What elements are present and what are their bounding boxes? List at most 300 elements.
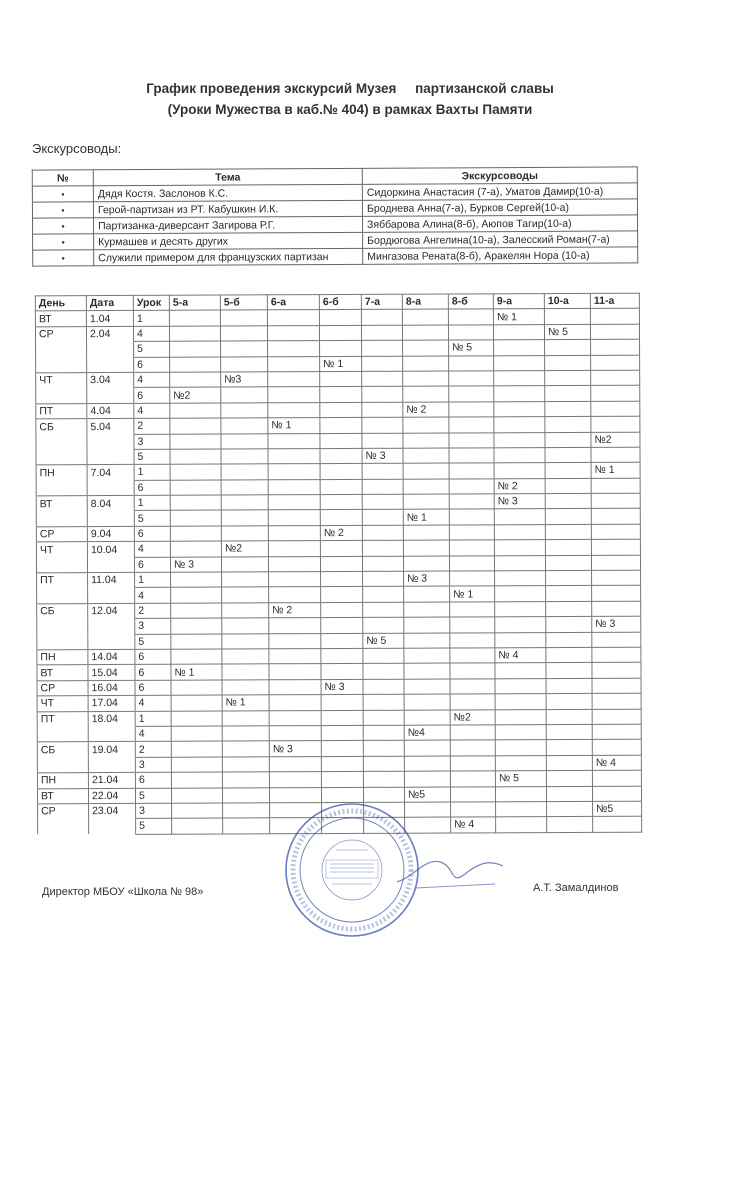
schedule-cell: № 3 — [404, 571, 450, 587]
schedule-cell — [269, 664, 321, 680]
topic-title: Служили примером для французских партизан — [94, 248, 363, 265]
schedule-cell — [269, 726, 321, 742]
schedule-cell — [221, 495, 268, 511]
schedule-lesson: 1 — [135, 572, 171, 588]
schedule-cell: № 1 — [268, 418, 320, 434]
schedule-date: 15.04 — [88, 665, 135, 681]
schedule-cell — [450, 786, 495, 802]
schedule-body — [35, 309, 641, 835]
schedule-cell — [362, 417, 403, 433]
schedule-date: 23.04 — [89, 803, 136, 819]
schedule-lesson: 3 — [135, 618, 171, 634]
schedule-cell — [403, 463, 449, 479]
schedule-cell: № 1 — [450, 586, 495, 602]
schedule-date — [87, 434, 134, 450]
schedule-cell — [546, 709, 592, 725]
schedule-cell: № 3 — [170, 557, 221, 573]
schedule-cell — [269, 679, 321, 695]
schedule-cell — [403, 417, 449, 433]
schedule-cell: № 2 — [403, 402, 449, 418]
schedule-date: 1.04 — [86, 311, 133, 327]
schedule-cell — [494, 555, 545, 571]
schedule-day — [36, 480, 87, 496]
schedule-date: 18.04 — [88, 711, 135, 727]
topic-row — [33, 247, 638, 266]
schedule-cell — [320, 494, 362, 510]
schedule-day: ЧТ — [36, 373, 87, 389]
schedule-date — [87, 342, 134, 358]
schedule-cell — [449, 479, 494, 495]
schedule-cell — [169, 310, 220, 326]
schedule-cell — [221, 510, 268, 526]
schedule-cell — [170, 357, 221, 373]
schedule-cell — [591, 555, 640, 571]
topic-guides: Броднева Анна(7-а), Бурков Сергей(10-а) — [362, 199, 637, 216]
schedule-cell — [171, 649, 222, 665]
schedule-lesson: 1 — [135, 711, 171, 727]
schedule-cell — [222, 664, 269, 680]
schedule-date: 10.04 — [87, 542, 134, 558]
schedule-cell — [495, 740, 546, 756]
schedule-date: 8.04 — [87, 495, 134, 511]
schedule-cell — [402, 325, 448, 341]
schedule-day: ЧТ — [37, 696, 88, 712]
schedule-day — [37, 588, 88, 604]
schedule-day — [36, 388, 87, 404]
schedule-cell — [220, 326, 267, 342]
schedule-cell: № 2 — [269, 602, 321, 618]
schedule-header-cell: 5-а — [169, 295, 220, 311]
topic-bullet: • — [33, 218, 94, 234]
schedule-cell — [320, 418, 362, 434]
schedule-cell — [592, 647, 641, 663]
schedule-cell — [545, 509, 591, 525]
schedule-cell — [450, 740, 495, 756]
schedule-day: ПТ — [36, 403, 87, 419]
schedule-header-cell: 10-а — [544, 293, 590, 309]
schedule-cell — [320, 371, 362, 387]
schedule-cell — [546, 786, 592, 802]
schedule-cell — [362, 510, 403, 526]
schedule-lesson: 5 — [134, 511, 170, 527]
topic-guides: Бордюгова Ангелина(10-а), Залесский Роман(7-а) — [363, 231, 638, 248]
schedule-cell — [269, 772, 321, 788]
schedule-day — [36, 450, 87, 466]
schedule-cell — [495, 571, 546, 587]
schedule-cell — [363, 602, 404, 618]
schedule-cell — [494, 524, 545, 540]
schedule-cell — [170, 464, 221, 480]
schedule-cell — [450, 602, 495, 618]
schedule-cell — [363, 587, 404, 603]
schedule-cell: № 3 — [592, 616, 641, 632]
schedule-cell — [403, 340, 449, 356]
schedule-cell — [222, 710, 269, 726]
schedule-cell — [591, 493, 640, 509]
schedule-cell — [363, 664, 404, 680]
schedule-cell — [170, 541, 221, 557]
schedule-cell — [404, 586, 450, 602]
schedule-cell — [591, 401, 640, 417]
schedule-lesson: 6 — [134, 557, 170, 573]
schedule-cell — [171, 680, 222, 696]
schedule-cell — [363, 571, 404, 587]
schedule-cell — [494, 355, 545, 371]
schedule-cell — [591, 509, 640, 525]
schedule-cell: № 1 — [171, 664, 222, 680]
schedule-day: ВТ — [36, 496, 87, 512]
schedule-cell — [321, 602, 363, 618]
schedule-cell — [451, 802, 496, 818]
schedule-cell — [320, 402, 362, 418]
schedule-date: 4.04 — [87, 403, 134, 419]
schedule-cell — [494, 432, 545, 448]
schedule-cell — [404, 602, 450, 618]
schedule-cell — [320, 341, 362, 357]
schedule-cell — [403, 540, 449, 556]
schedule-cell: № 3 — [321, 679, 363, 695]
schedule-table — [35, 293, 642, 835]
schedule-cell — [363, 710, 404, 726]
schedule-cell — [545, 386, 591, 402]
schedule-cell — [449, 386, 494, 402]
schedule-cell — [547, 817, 593, 833]
schedule-day: СР — [35, 326, 86, 342]
schedule-cell — [546, 740, 592, 756]
schedule-cell — [544, 309, 590, 325]
schedule-cell — [494, 509, 545, 525]
schedule-cell — [546, 678, 592, 694]
schedule-cell — [221, 479, 268, 495]
schedule-cell — [170, 372, 221, 388]
schedule-cell — [495, 663, 546, 679]
schedule-day: ПН — [37, 773, 88, 789]
schedule-cell — [321, 741, 363, 757]
schedule-cell — [590, 309, 639, 325]
schedule-day — [37, 757, 88, 773]
schedule-cell — [363, 741, 404, 757]
schedule-cell — [320, 433, 362, 449]
schedule-cell — [361, 325, 402, 341]
document-title — [90, 78, 610, 120]
topics-table — [32, 166, 638, 266]
schedule-cell: № 1 — [320, 356, 362, 372]
schedule-cell — [449, 417, 494, 433]
schedule-cell — [546, 771, 592, 787]
schedule-cell — [450, 648, 495, 664]
schedule-cell — [546, 755, 592, 771]
schedule-lesson: 6 — [134, 357, 170, 373]
schedule-header-cell: 5-б — [220, 295, 267, 311]
schedule-cell — [546, 570, 592, 586]
schedule-cell — [545, 401, 591, 417]
schedule-lesson: 3 — [134, 434, 170, 450]
schedule-cell — [221, 418, 268, 434]
schedule-cell — [268, 372, 320, 388]
schedule-cell — [449, 355, 494, 371]
schedule-day — [36, 342, 87, 358]
schedule-cell — [222, 649, 269, 665]
schedule-cell — [494, 386, 545, 402]
schedule-cell — [363, 694, 404, 710]
schedule-cell — [545, 340, 591, 356]
schedule-cell: № 5 — [544, 324, 590, 340]
schedule-day: ВТ — [35, 311, 86, 327]
schedule-lesson: 2 — [135, 742, 171, 758]
schedule-cell — [362, 525, 403, 541]
schedule-cell — [494, 540, 545, 556]
schedule-cell: № 1 — [403, 509, 449, 525]
schedule-cell — [450, 771, 495, 787]
schedule-header-cell: 8-б — [448, 294, 493, 310]
schedule-lesson: 5 — [135, 634, 171, 650]
schedule-cell — [171, 695, 222, 711]
schedule-cell — [592, 678, 641, 694]
schedule-cell — [592, 709, 641, 725]
schedule-cell — [319, 325, 361, 341]
schedule-cell: № 2 — [320, 525, 362, 541]
schedule-cell — [403, 433, 449, 449]
schedule-lesson: 4 — [133, 326, 169, 342]
schedule-cell — [171, 572, 222, 588]
schedule-header-cell: Урок — [133, 295, 169, 311]
topic-bullet: • — [33, 234, 94, 250]
schedule-header-cell: 6-а — [267, 295, 319, 311]
schedule-cell: № 5 — [363, 633, 404, 649]
schedule-cell — [362, 387, 403, 403]
schedule-cell — [545, 370, 591, 386]
schedule-header-cell: 6-б — [319, 294, 361, 310]
schedule-cell — [449, 432, 494, 448]
topic-guides: Сидоркина Анастасия (7-а), Уматов Дамир(10-а) — [362, 183, 637, 200]
schedule-cell — [450, 571, 495, 587]
schedule-cell — [546, 647, 592, 663]
schedule-cell — [321, 756, 363, 772]
schedule-cell — [495, 678, 546, 694]
schedule-cell — [221, 526, 268, 542]
schedule-cell: №2 — [450, 709, 495, 725]
schedule-day: ЧТ — [36, 542, 87, 558]
topic-guides: Зяббарова Алина(8-б), Аюпов Тагир(10-а) — [362, 215, 637, 232]
schedule-cell — [221, 341, 268, 357]
schedule-cell — [495, 709, 546, 725]
topics-header-number: № — [32, 170, 93, 186]
schedule-cell — [221, 403, 268, 419]
schedule-date: 11.04 — [88, 572, 135, 588]
schedule-cell — [495, 786, 546, 802]
schedule-cell — [449, 463, 494, 479]
schedule-day — [36, 434, 87, 450]
schedule-cell — [592, 601, 641, 617]
schedule-cell — [546, 724, 592, 740]
schedule-date: 22.04 — [88, 788, 135, 804]
schedule-cell — [321, 618, 363, 634]
schedule-cell — [403, 371, 449, 387]
schedule-cell — [404, 633, 450, 649]
schedule-cell — [591, 447, 640, 463]
schedule-cell — [171, 726, 222, 742]
topic-title: Партизанка-диверсант Загирова Р.Г. — [94, 216, 363, 233]
schedule-cell — [449, 509, 494, 525]
schedule-cell — [494, 463, 545, 479]
schedule-cell — [592, 770, 641, 786]
schedule-date: 3.04 — [87, 372, 134, 388]
schedule-cell — [546, 632, 592, 648]
schedule-date — [88, 619, 135, 635]
schedule-cell — [404, 663, 450, 679]
schedule-cell — [404, 648, 450, 664]
schedule-cell: № 2 — [494, 478, 545, 494]
schedule-cell — [591, 386, 640, 402]
schedule-cell — [222, 726, 269, 742]
schedule-cell — [495, 617, 546, 633]
schedule-cell — [362, 479, 403, 495]
schedule-cell — [267, 310, 319, 326]
schedule-day — [36, 357, 87, 373]
schedule-cell — [269, 587, 321, 603]
schedule-cell — [592, 724, 641, 740]
schedule-cell — [404, 710, 450, 726]
schedule-lesson: 6 — [135, 665, 171, 681]
schedule-day: СР — [38, 803, 89, 819]
schedule-cell — [545, 524, 591, 540]
schedule-cell: №2 — [221, 541, 268, 557]
schedule-cell — [591, 339, 640, 355]
schedule-day: ПН — [36, 465, 87, 481]
schedule-cell: № 4 — [592, 755, 641, 771]
schedule-day: ВТ — [37, 665, 88, 681]
schedule-cell — [363, 725, 404, 741]
schedule-lesson: 1 — [134, 495, 170, 511]
schedule-cell — [170, 526, 221, 542]
schedule-cell — [268, 387, 320, 403]
schedule-cell — [449, 371, 494, 387]
schedule-day: СБ — [37, 603, 88, 619]
schedule-date — [88, 757, 135, 773]
guides-label: Экскурсоводы: — [32, 141, 122, 156]
schedule-cell — [221, 387, 268, 403]
schedule-cell — [321, 571, 363, 587]
schedule-cell — [450, 632, 495, 648]
schedule-date: 9.04 — [87, 526, 134, 542]
schedule-cell — [404, 740, 450, 756]
schedule-cell: №2 — [591, 432, 640, 448]
schedule-cell: № 5 — [449, 340, 494, 356]
schedule-cell — [171, 634, 222, 650]
schedule-date: 7.04 — [87, 465, 134, 481]
schedule-cell — [170, 480, 221, 496]
schedule-cell — [222, 618, 269, 634]
title-line-1: График проведения экскурсий Музея партизанской славы — [146, 81, 554, 96]
schedule-date: 19.04 — [88, 742, 135, 758]
signatory-name: А.Т. Замалдинов — [533, 882, 619, 894]
schedule-cell — [321, 648, 363, 664]
schedule-cell — [450, 663, 495, 679]
schedule-date — [87, 557, 134, 573]
schedule-cell — [495, 632, 546, 648]
schedule-header-cell: День — [35, 296, 86, 312]
schedule-cell — [170, 495, 221, 511]
schedule-lesson: 6 — [134, 480, 170, 496]
schedule-cell — [363, 617, 404, 633]
schedule-cell — [171, 741, 222, 757]
schedule-cell: №4 — [404, 725, 450, 741]
topic-bullet: • — [33, 250, 94, 266]
schedule-cell — [269, 695, 321, 711]
schedule-lesson: 4 — [134, 541, 170, 557]
schedule-cell — [269, 633, 321, 649]
schedule-cell — [592, 786, 641, 802]
topic-title: Герой-партизан из РТ. Кабушкин И.К. — [93, 200, 362, 217]
schedule-cell — [403, 386, 449, 402]
schedule-cell — [363, 648, 404, 664]
schedule-cell — [222, 680, 269, 696]
schedule-cell — [592, 740, 641, 756]
schedule-date: 21.04 — [88, 772, 135, 788]
schedule-date: 12.04 — [88, 603, 135, 619]
schedule-cell — [320, 448, 362, 464]
schedule-cell — [496, 817, 547, 833]
schedule-cell: № 4 — [495, 648, 546, 664]
schedule-cell — [546, 663, 592, 679]
schedule-cell — [222, 757, 269, 773]
schedule-lesson: 3 — [135, 757, 171, 773]
signature — [395, 852, 505, 892]
schedule-cell — [268, 495, 320, 511]
schedule-cell — [222, 633, 269, 649]
schedule-cell — [495, 755, 546, 771]
schedule-cell: №5 — [593, 801, 642, 817]
schedule-cell: № 1 — [222, 695, 269, 711]
schedule-date — [88, 634, 135, 650]
schedule-cell — [172, 803, 223, 819]
schedule-cell: № 4 — [451, 817, 496, 833]
schedule-cell: № 1 — [591, 462, 640, 478]
schedule-cell — [269, 572, 321, 588]
schedule-lesson: 2 — [135, 603, 171, 619]
schedule-day — [37, 727, 88, 743]
schedule-date — [87, 388, 134, 404]
schedule-cell — [546, 617, 592, 633]
schedule-date: 2.04 — [86, 326, 133, 342]
schedule-cell — [449, 448, 494, 464]
schedule-lesson: 6 — [134, 388, 170, 404]
schedule-cell — [363, 756, 404, 772]
schedule-lesson: 1 — [133, 311, 169, 327]
schedule-cell — [403, 525, 449, 541]
schedule-day: СР — [36, 526, 87, 542]
schedule-cell — [222, 787, 269, 803]
schedule-cell — [450, 679, 495, 695]
schedule-lesson: 5 — [134, 449, 170, 465]
schedule-cell — [403, 556, 449, 572]
schedule-cell — [496, 801, 547, 817]
schedule-cell — [170, 403, 221, 419]
schedule-day: ВТ — [37, 788, 88, 804]
schedule-cell — [362, 556, 403, 572]
schedule-lesson: 6 — [135, 772, 171, 788]
schedule-cell — [545, 447, 591, 463]
schedule-cell — [591, 478, 640, 494]
schedule-cell — [268, 448, 320, 464]
schedule-cell — [362, 540, 403, 556]
schedule-cell — [362, 433, 403, 449]
schedule-cell — [170, 510, 221, 526]
schedule-cell — [590, 324, 639, 340]
schedule-cell: № 3 — [362, 448, 403, 464]
schedule-cell — [404, 679, 450, 695]
schedule-header-cell: 7-а — [361, 294, 402, 310]
